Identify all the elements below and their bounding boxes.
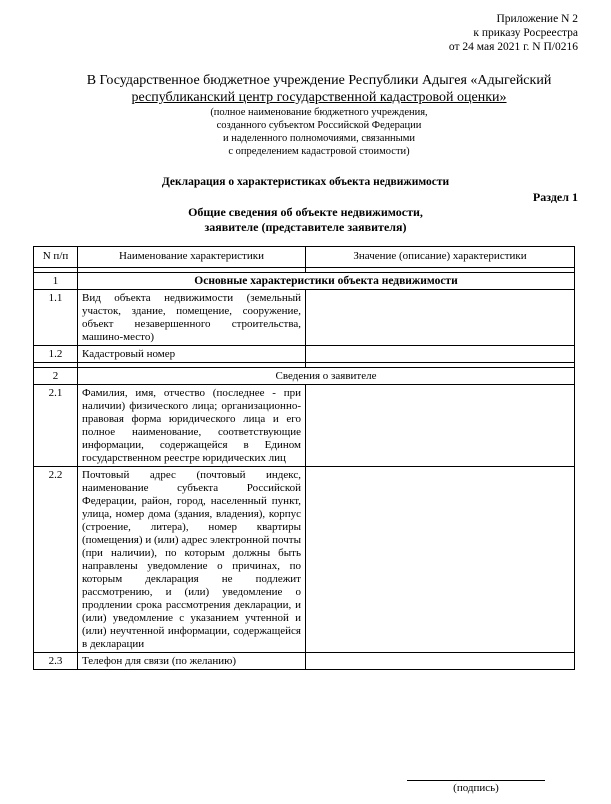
row-characteristic-name: Вид объекта недвижимости (земельный участок, здание, помещение, сооружение, объект незавершенного строительства, машино-место) [78,290,306,346]
general-info-title-line: заявителе (представителе заявителя) [204,220,407,234]
group-row-main-characteristics [34,273,575,290]
addressee-line: В Государственное бюджетное учреждение Республики Адыгея «Адыгейский [86,73,552,88]
group-title: Основные характеристики объекта недвижимости [78,273,575,290]
appendix-header [449,12,578,54]
appendix-line: Приложение N 2 [496,13,578,25]
row-value-field[interactable] [306,290,575,346]
table-row [34,385,575,467]
addressee-line-underlined: республиканский центр государственной кадастровой оценки» [131,90,507,105]
addressee-note-line: с определением кадастровой стоимости) [228,146,410,157]
row-value-field[interactable] [306,346,575,363]
addressee-note-line: созданного субъектом Российской Федерации [216,120,422,131]
addressee-note-line: и наделенного полномочиями, связанными [222,133,415,144]
row-characteristic-name: Фамилия, имя, отчество (последнее - при наличии) физического лица; организационно-правовая форма юридического лица и его полное наименование, соответствующие информации, содержащейся в Едином государственном реестре юридических лиц [78,385,306,467]
header-number: N п/п [34,247,78,268]
row-number: 2.2 [34,467,78,653]
header-characteristic-value: Значение (описание) характеристики [306,247,575,268]
group-number: 1 [34,273,78,290]
row-characteristic-name: Телефон для связи (по желанию) [78,653,306,670]
row-value-field[interactable] [306,467,575,653]
table-row [34,467,575,653]
declaration-title: Декларация о характеристиках объекта недвижимости [161,176,450,188]
section-label: Раздел 1 [532,190,578,204]
general-info-title-line: Общие сведения об объекте недвижимости, [188,205,423,219]
group-title: Сведения о заявителе [78,368,575,385]
row-number: 1.1 [34,290,78,346]
row-characteristic-name: Кадастровый номер [78,346,306,363]
row-characteristic-name: Почтовый адрес (почтовый индекс, наименование субъекта Российской Федерации, район, город, населенный пункт, улица, номер дома (здания, владения), корпус (строение, литера), номер квартиры (помещения) и (или) адрес электронной почты (при наличии), по которым должны быть направлены уведомление о причинах, по которым декларация не подлежит рассмотрению, и (или) уведомление о продлении срока рассмотрения декларации, и (или) уведомление с указанием учтенной и (или) неучтенной информации, содержащейся в декларации [78,467,306,653]
table-header-row [34,247,575,268]
group-row-applicant [34,368,575,385]
row-value-field[interactable] [306,385,575,467]
appendix-line: от 24 мая 2021 г. N П/0216 [448,41,578,53]
row-value-field[interactable] [306,653,575,670]
signature-label: (подпись) [453,782,499,794]
table-row [34,290,575,346]
row-number: 2.1 [34,385,78,467]
addressee [60,72,578,106]
group-number: 2 [34,368,78,385]
row-number: 2.3 [34,653,78,670]
table-row [34,346,575,363]
header-characteristic-name: Наименование характеристики [78,247,306,268]
row-number: 1.2 [34,346,78,363]
characteristics-table [33,246,575,670]
addressee-note-line: (полное наименование бюджетного учреждения, [210,107,428,118]
signature-line[interactable] [407,780,545,781]
table-row [34,653,575,670]
appendix-line: к приказу Росреестра [473,27,578,39]
addressee-note [60,106,578,158]
general-info-title [20,205,591,235]
